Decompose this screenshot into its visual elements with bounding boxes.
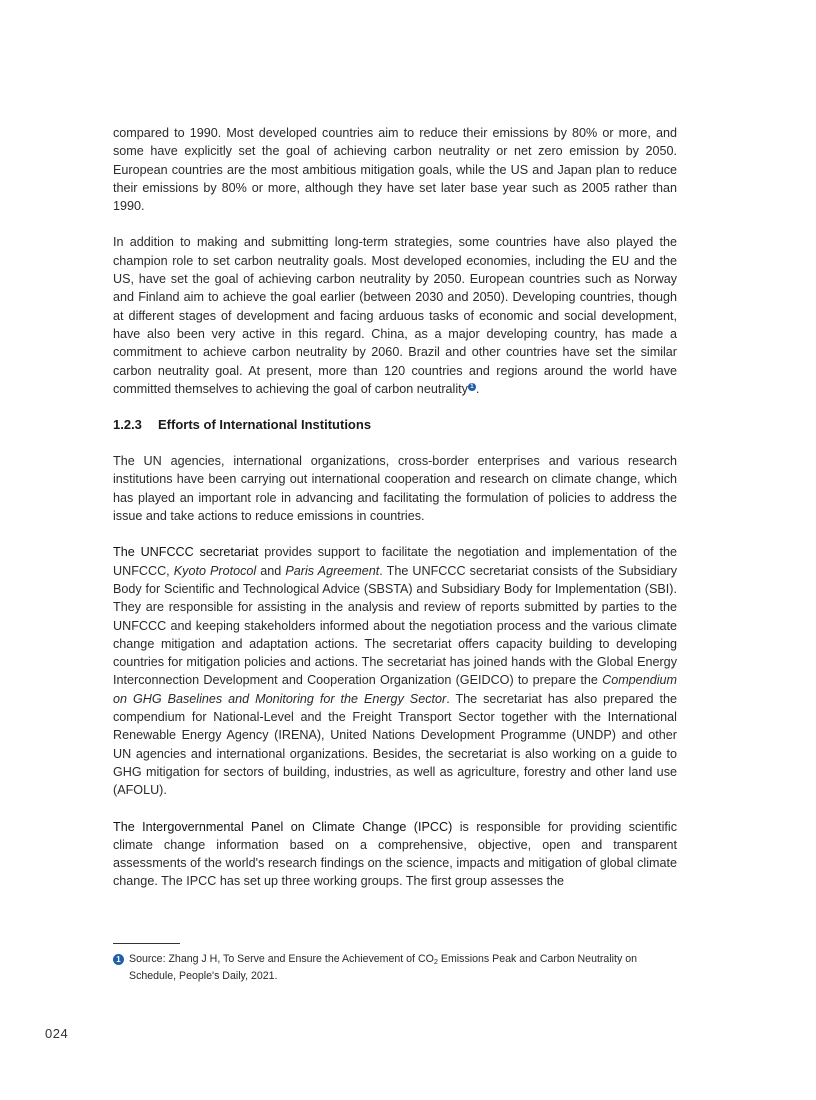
text-run: Source: Zhang J H, To Serve and Ensure the Achievement of CO xyxy=(129,953,434,965)
subscript: 2 xyxy=(433,957,438,966)
paragraph-end: . xyxy=(475,381,480,396)
section-number: 1.2.3 xyxy=(113,417,142,433)
paragraph-ipcc xyxy=(113,818,677,891)
paragraph-unfccc-secretariat xyxy=(113,543,677,799)
section-heading xyxy=(113,416,677,434)
footnote-divider xyxy=(113,943,180,944)
footnote-text xyxy=(113,951,677,985)
text-run: provides support to facilitate the negotiation and implementation of the UNFCCC, xyxy=(113,545,677,578)
text-run: and xyxy=(256,563,286,578)
italic-title: Paris Agreement xyxy=(285,563,380,578)
footnote-reference-icon[interactable]: 1 xyxy=(468,383,476,391)
lead-term: The UNFCCC secretariat xyxy=(113,545,259,560)
paragraph-text: In addition to making and submitting long-term strategies, some countries have also played the champion role to set carbon neutrality goals. Most developed economies, including the EU and the US, have set the goal of achieving carbon neutrality by 2050. European countries such as Norway and Finland aim to achieve the goal earlier (between 2030 and 2050). Developing countries, though at different stages of development and facing arduous tasks of economic and social development, have also been very active in this regard. China, as a major developing country, has made a commitment to achieve carbon neutrality by 2060. Brazil and other countries have set the similar carbon neutrality goal. At present, more than 120 countries and regions around the world have committed themselves to achieving the goal of carbon neutrality xyxy=(113,235,677,396)
section-title: Efforts of International Institutions xyxy=(158,417,372,433)
footnote-number-icon: 1 xyxy=(113,954,124,965)
lead-term: The Intergovernmental Panel on Climate Change (IPCC) xyxy=(113,819,453,834)
text-run: Emissions Peak and Carbon Neutrality on Schedule, People's Daily, 2021. xyxy=(129,953,637,982)
italic-title: Kyoto Protocol xyxy=(173,563,257,578)
footnote xyxy=(113,951,677,985)
paragraph-international-cooperation: The UN agencies, international organizations, cross-border enterprises and various research institutions have been carrying out international cooperation and research on climate change, which has played an important role in advancing and facilitating the formulation of policies to address the issue and take actions to reduce emissions in countries. xyxy=(113,454,677,524)
page-number: 024 xyxy=(45,1026,69,1041)
text-run: is responsible for providing scientific climate change information based on a comprehensive, objective, open and transparent assessments of the world's research findings on the science, impacts and mitigation of global climate change. The IPCC has set up three working groups. The first group assesses the xyxy=(113,819,677,889)
text-run: . The secretariat has also prepared the compendium for National-Level and the Freight Transport Sector together with the International Renewable Energy Agency (IRENA), United Nations Development Programme (UNDP) and other UN agencies and international organizations. Besides, the secretariat is also working on a guide to GHG mitigation for sectors of building, industries, as well as agriculture, forestry and other land use (AFOLU). xyxy=(113,691,678,798)
text-run: . The UNFCCC secretariat consists of the Subsidiary Body for Scientific and Technological Advice (SBSTA) and Subsidiary Body for Implementation (SBI). They are responsible for assisting in the analysis and review of reports submitted by parties to the UNFCCC and keeping stakeholders informed about the negotiation process and the various climate change mitigation and adaptation actions. The secretariat offers capacity building to developing countries for mitigation policies and actions. The secretariat has joined hands with the Global Energy Interconnection Development and Cooperation Organization (GEIDCO) to prepare the xyxy=(113,563,678,688)
paragraph-carbon-neutrality-goals xyxy=(113,233,677,398)
italic-title: Compendium on GHG Baselines and Monitoring for the Energy Sector xyxy=(113,673,677,706)
body-text xyxy=(113,124,677,909)
paragraph-emission-targets: compared to 1990. Most developed countries aim to reduce their emissions by 80% or more, and some have explicitly set the goal of achieving carbon neutrality or net zero emission by 2050. European countries are the most ambitious mitigation goals, while the US and Japan plan to reduce their emissions by 80% or more, although they have set later base year such as 2005 rather than 1990. xyxy=(113,126,677,214)
